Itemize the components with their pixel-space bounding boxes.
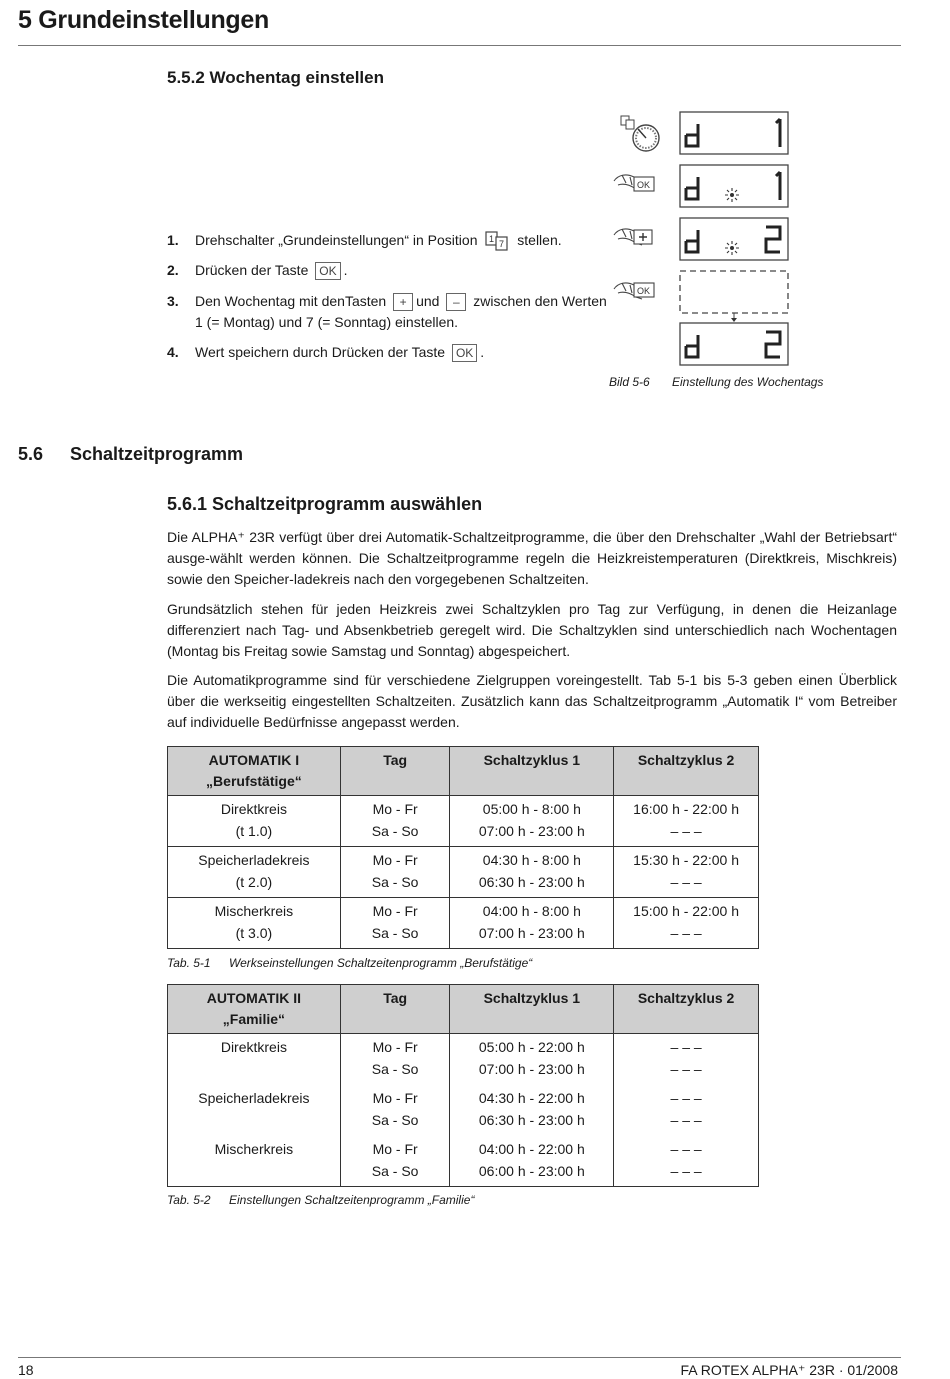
rotary-switch-icon — [621, 116, 659, 151]
header-zyklus-2: Schaltzyklus 2 — [614, 747, 759, 796]
step-3: 3. Den Wochentag mit denTasten + und – zwischen den Werten 1 (= Montag) und 7 (= Sonntag) einstellen. — [167, 293, 607, 330]
table-header-row — [168, 985, 759, 1034]
hand-press-ok-icon-2 — [614, 283, 654, 299]
header-rule — [18, 45, 901, 46]
table-row: Mischerkreis Mo - Fr Sa - So 04:00 h - 22:00 h 06:00 h - 23:00 h – – – – – – — [168, 1136, 759, 1187]
table-row: Speicherladekreis (t 2.0) Mo - Fr Sa - So 04:30 h - 8:00 h 06:30 h - 23:00 h 15:30 h - 22:00 h – – – — [168, 847, 759, 898]
table-automatik-1 — [167, 746, 759, 949]
chapter-title: 5 Grundeinstellungen — [18, 6, 269, 34]
display-4-saving — [680, 271, 788, 313]
section-5-6-number: 5.6 — [18, 444, 44, 464]
ok-key-icon: OK — [452, 344, 477, 362]
header-tag: Tag — [340, 985, 450, 1034]
weekday-setting-figure — [600, 105, 810, 370]
display-2 — [680, 165, 788, 207]
svg-text:OK: OK — [637, 286, 651, 296]
document-reference: FA ROTEX ALPHA⁺ 23R · 01/2008 — [680, 1362, 898, 1378]
section-5-6-1-title: 5.6.1 Schaltzeitprogramm auswählen — [167, 494, 483, 514]
paragraph-3: Die Automatikprogramme sind für verschiedene Zielgruppen voreingestellt. Tab 5-1 bis 5-3 geben einen Überblick über die werkseitig eingestellten Schaltzeiten. Zusätzlich kann das Schaltzeitprogramm „Automatik I“ vom Betreiber auf individuelle Bedürfnisse angepasst werden. — [167, 672, 897, 730]
step-4: 4. Wert speichern durch Drücken der Taste OK . — [167, 344, 485, 361]
header-zyklus-1: Schaltzyklus 1 — [450, 747, 614, 796]
header-program: AUTOMATIK II „Familie“ — [168, 985, 341, 1034]
step-1: 1. Drehschalter „Grundeinstellungen“ in Position 1 7 stellen. — [167, 232, 562, 250]
paragraph-1: Die ALPHA⁺ 23R verfügt über drei Automatik-Schaltzeitprogramme, die über den Drehschalter „Wahl der Betriebsart“ ausge-wählt werden können. Die Schaltzeitprogramme regeln die Heizkreistemperaturen (Direktkreis, Mischkreis) sowie den Speicher-ladekreis nach den vorgegebenen Schaltzeiten. — [167, 529, 897, 587]
position-settings-icon — [485, 231, 509, 251]
paragraph-2: Grundsätzlich stehen für jeden Heizkreis zwei Schaltzyklen pro Tag zur Verfügung, in denen die Heizanlage differenziert nach Tag- und Absenkbetrieb geregelt wird. Die Schaltzyklen sind unterschiedlich nach Wochentagen (Montag bis Freitag sowie Samstag und Sonntag) abgespeichert. — [167, 601, 897, 659]
figure-caption-label: Bild 5-6 — [609, 375, 650, 389]
display-5 — [680, 323, 788, 365]
down-arrow-icon — [731, 313, 737, 322]
table-row: Speicherladekreis Mo - Fr Sa - So 04:30 h - 22:00 h 06:30 h - 23:00 h – – – – – – — [168, 1085, 759, 1136]
table-2-caption-label: Tab. 5-2 — [167, 1193, 211, 1207]
table-row: Direktkreis Mo - Fr Sa - So 05:00 h - 22:00 h 07:00 h - 23:00 h – – – – – – — [168, 1034, 759, 1085]
plus-key-icon: + — [393, 293, 413, 311]
table-1-caption-text: Werkseinstellungen Schaltzeitenprogramm „Berufstätige“ — [229, 956, 533, 970]
display-1 — [680, 112, 788, 154]
figure-caption-text: Einstellung des Wochentags — [672, 375, 824, 389]
minus-key-icon: – — [446, 293, 466, 311]
footer-rule — [18, 1357, 901, 1358]
table-1-caption-label: Tab. 5-1 — [167, 956, 211, 970]
section-5-5-2-title: 5.5.2 Wochentag einstellen — [167, 68, 384, 87]
header-zyklus-2: Schaltzyklus 2 — [614, 985, 759, 1034]
display-3 — [680, 218, 788, 260]
hand-press-plus-icon — [614, 229, 652, 245]
page-number: 18 — [18, 1362, 34, 1378]
table-header-row — [168, 747, 759, 796]
section-5-6-title: Schaltzeitprogramm — [70, 444, 244, 464]
svg-text:OK: OK — [637, 180, 651, 190]
table-row: Mischerkreis (t 3.0) Mo - Fr Sa - So 04:00 h - 8:00 h 07:00 h - 23:00 h 15:00 h - 22:00 h – – – — [168, 898, 759, 949]
ok-key-icon: OK — [315, 262, 340, 280]
hand-press-ok-icon — [614, 175, 654, 191]
table-automatik-2 — [167, 984, 759, 1187]
svg-text:1: 1 — [489, 234, 495, 245]
header-program: AUTOMATIK I „Berufstätige“ — [168, 747, 341, 796]
header-tag: Tag — [340, 747, 450, 796]
table-2-caption-text: Einstellungen Schaltzeitenprogramm „Familie“ — [229, 1193, 475, 1207]
header-zyklus-1: Schaltzyklus 1 — [450, 985, 614, 1034]
svg-text:7: 7 — [499, 239, 505, 250]
table-row: Direktkreis (t 1.0) Mo - Fr Sa - So 05:00 h - 8:00 h 07:00 h - 23:00 h 16:00 h - 22:00 h – – – — [168, 796, 759, 847]
step-2: 2. Drücken der Taste OK . — [167, 262, 348, 279]
